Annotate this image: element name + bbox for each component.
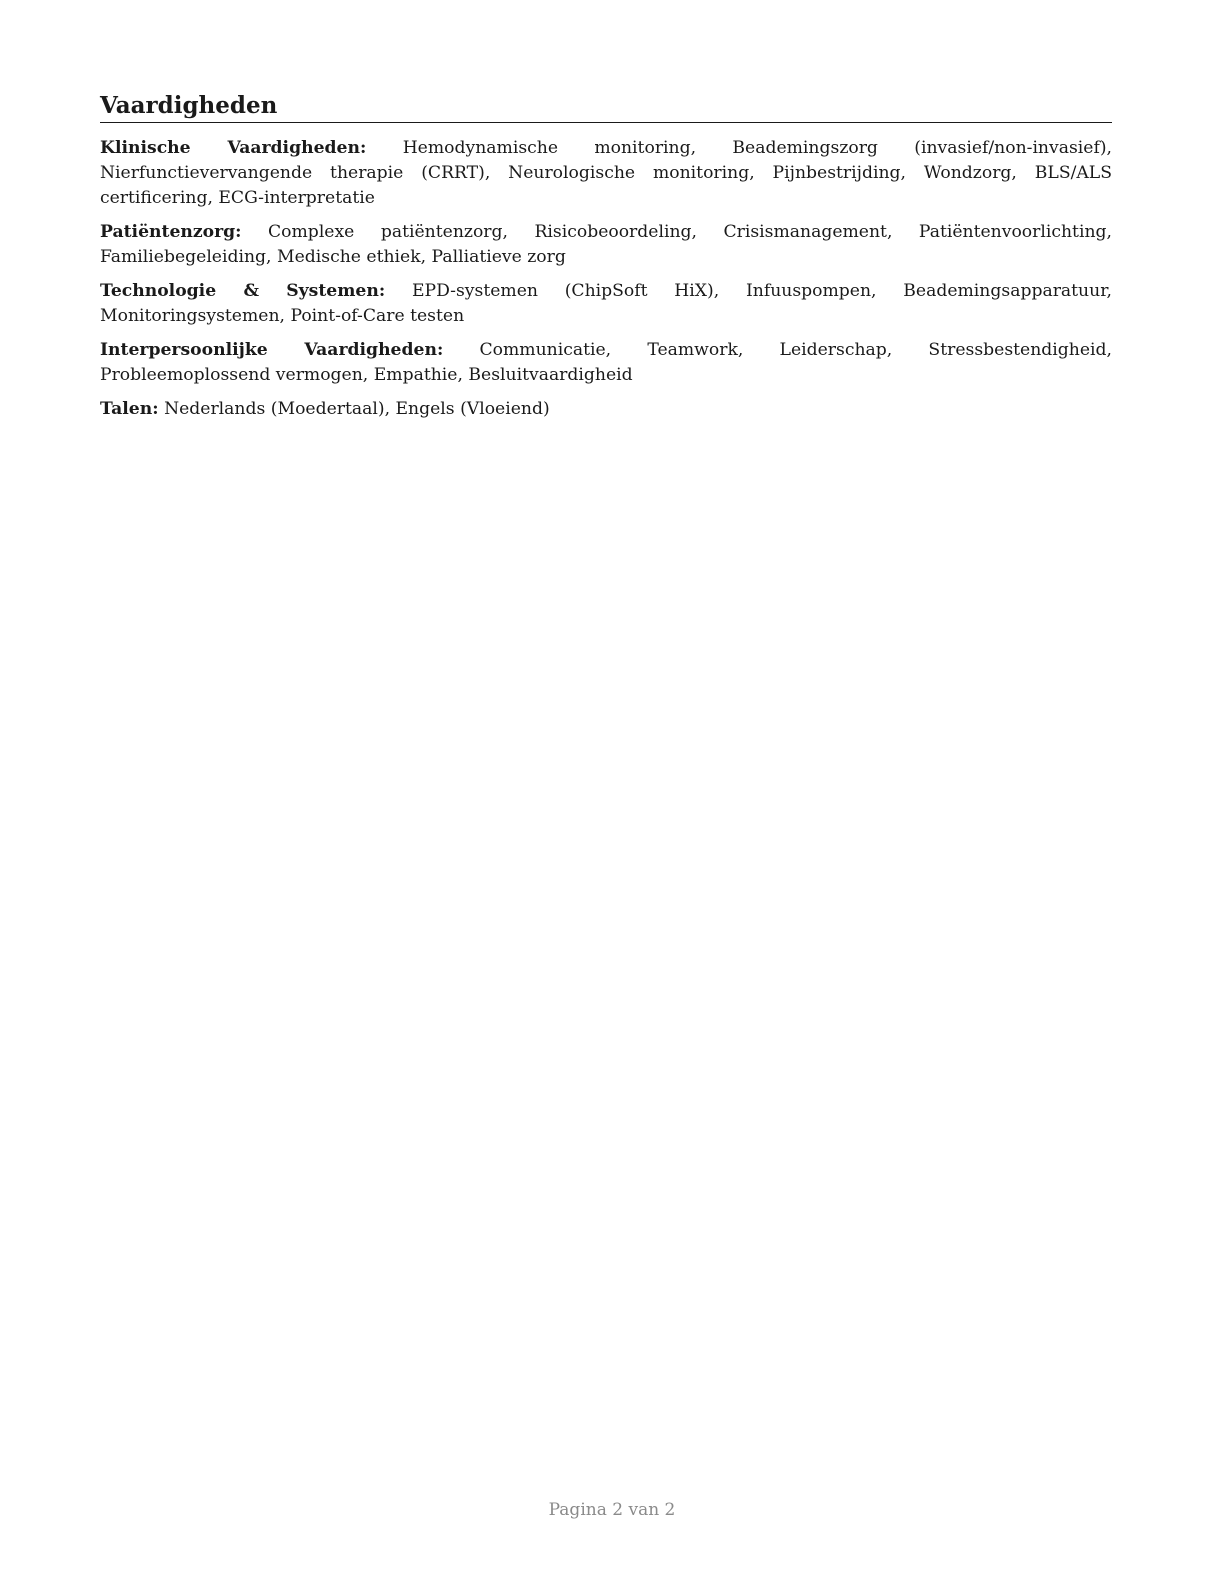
skill-text: EPD-systemen (ChipSoft HiX), Infuuspompen, Beademingsapparatuur, Monitoringsystemen, Point-of-Care testen	[100, 281, 1112, 326]
document-page	[100, 92, 1112, 431]
skill-list	[100, 136, 1112, 422]
page-number-footer: Pagina 2 van 2	[548, 1500, 676, 1520]
skill-label: Interpersoonlijke Vaardigheden:	[100, 340, 444, 360]
skill-row-interpersonal	[100, 338, 1112, 388]
section-title: Vaardigheden	[100, 92, 1112, 123]
skill-row-clinical	[100, 136, 1112, 211]
skill-text: Hemodynamische monitoring, Beademingszorg (invasief/non-invasief), Nierfunctievervangende therapie (CRRT), Neurologische monitoring, Pijnbestrijding, Wondzorg, BLS/ALS certificering, ECG-interpretatie	[100, 138, 1112, 208]
skill-label: Talen:	[100, 399, 159, 419]
skill-text: Nederlands (Moedertaal), Engels (Vloeiend)	[164, 399, 550, 419]
skill-label: Technologie & Systemen:	[100, 281, 386, 301]
skill-label: Klinische Vaardigheden:	[100, 138, 367, 158]
skill-text: Communicatie, Teamwork, Leiderschap, Stressbestendigheid, Probleemoplossend vermogen, Empathie, Besluitvaardigheid	[100, 340, 1112, 385]
skill-row-patient-care	[100, 220, 1112, 270]
skill-row-languages	[100, 397, 1112, 422]
skill-label: Patiëntenzorg:	[100, 222, 242, 242]
skill-row-technology	[100, 279, 1112, 329]
skill-text: Complexe patiëntenzorg, Risicobeoordeling, Crisismanagement, Patiëntenvoorlichting, Familiebegeleiding, Medische ethiek, Palliatieve zorg	[100, 222, 1112, 267]
